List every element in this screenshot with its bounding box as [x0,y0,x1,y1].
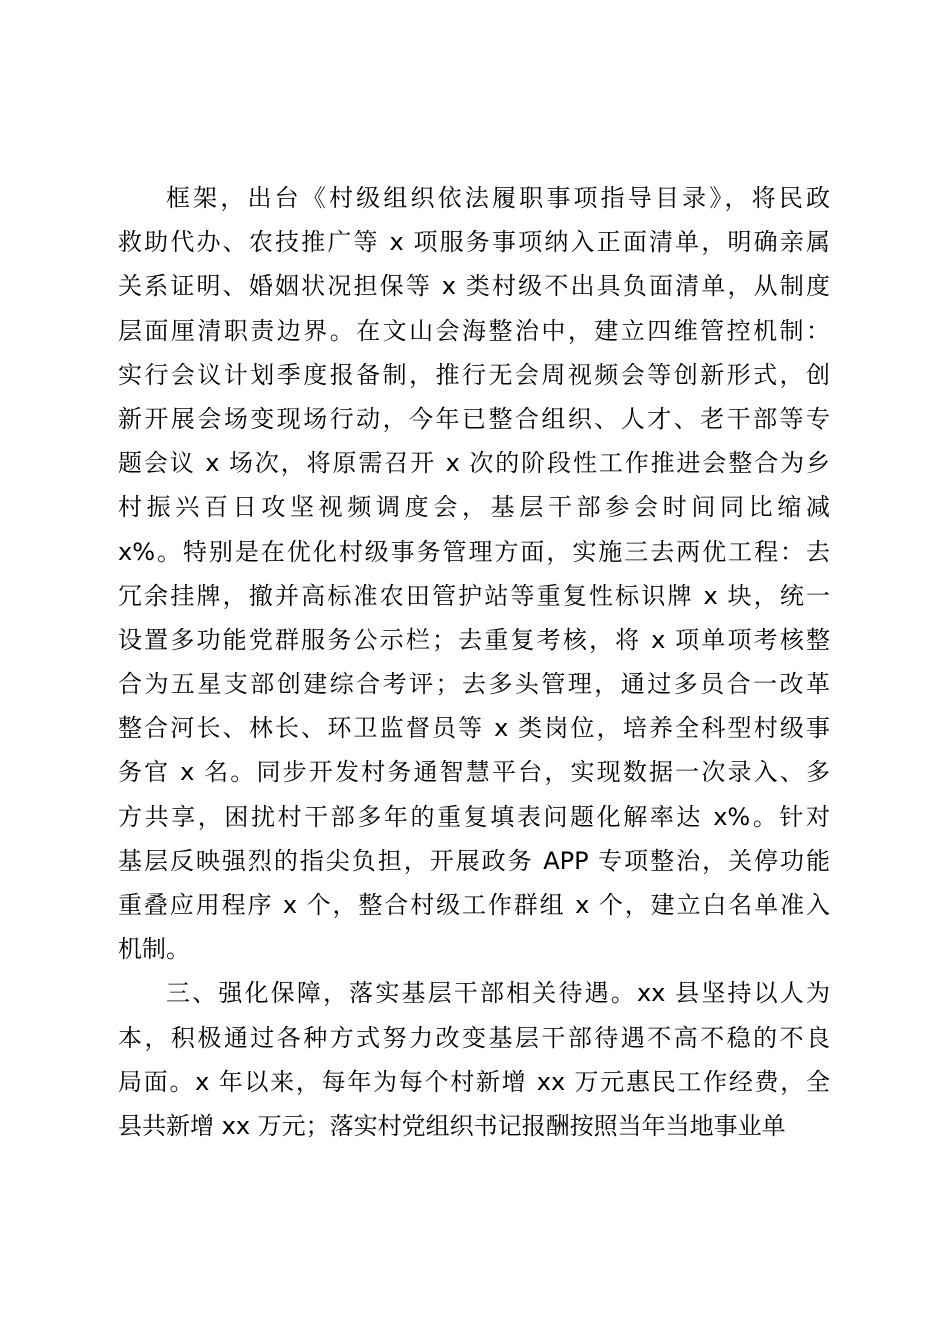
document-body [118,176,830,1148]
text-line: 重叠应用程序 x 个，整合村级工作群组 x 个，建立白名单准入 [118,891,830,919]
text-line: 方共享，困扰村干部多年的重复填表问题化解率达 x%。针对 [118,802,830,831]
text-line: 整合河长、林长、环卫监督员等 x 类岗位，培养全科型村级事 [118,714,830,743]
text-line: 题会议 x 场次，将原需召开 x 次的阶段性工作推进会整合为乡 [118,449,830,478]
text-line: 框架，出台《村级组织依法履职事项指导目录》，将民政 [166,184,830,212]
text-line: 关系证明、婚姻状况担保等 x 类村级不出具负面清单，从制度 [118,272,830,301]
text-line: x%。特别是在优化村级事务管理方面，实施三去两优工程：去 [118,537,830,566]
text-line: 合为五星支部创建综合考评；去多头管理，通过多员合一改革 [118,670,830,699]
text-line: 局面。x 年以来，每年为每个村新增 xx 万元惠民工作经费，全 [118,1067,830,1096]
text-line: 县共新增 xx 万元；落实村党组织书记报酬按照当年当地事业单 [118,1111,786,1140]
text-line: 村振兴百日攻坚视频调度会，基层干部参会时间同比缩减 [118,493,830,522]
text-line: 层面厘清职责边界。在文山会海整治中，建立四维管控机制： [118,316,830,345]
text-line: 实行会议计划季度报备制，推行无会周视频会等创新形式，创 [118,360,830,389]
text-line: 基层反映强烈的指尖负担，开展政务 APP 专项整治，关停功能 [118,846,830,875]
text-line: 务官 x 名。同步开发村务通智慧平台，实现数据一次录入、多 [118,758,830,787]
text-line: 三、强化保障，落实基层干部相关待遇。xx 县坚持以人为 [166,979,830,1008]
text-line: 机制。 [118,935,190,964]
paragraph-framework [118,176,830,971]
text-line: 冗余挂牌，撤并高标准农田管护站等重复性标识牌 x 块，统一 [118,581,830,610]
text-line: 本，积极通过各种方式努力改变基层干部待遇不高不稳的不良 [118,1023,830,1052]
text-line: 救助代办、农技推广等 x 项服务事项纳入正面清单，明确亲属 [118,228,830,257]
paragraph-safeguards [118,971,830,1148]
text-line: 新开展会场变现场行动，今年已整合组织、人才、老干部等专 [118,404,830,433]
text-line: 设置多功能党群服务公示栏；去重复考核，将 x 项单项考核整 [118,625,830,654]
